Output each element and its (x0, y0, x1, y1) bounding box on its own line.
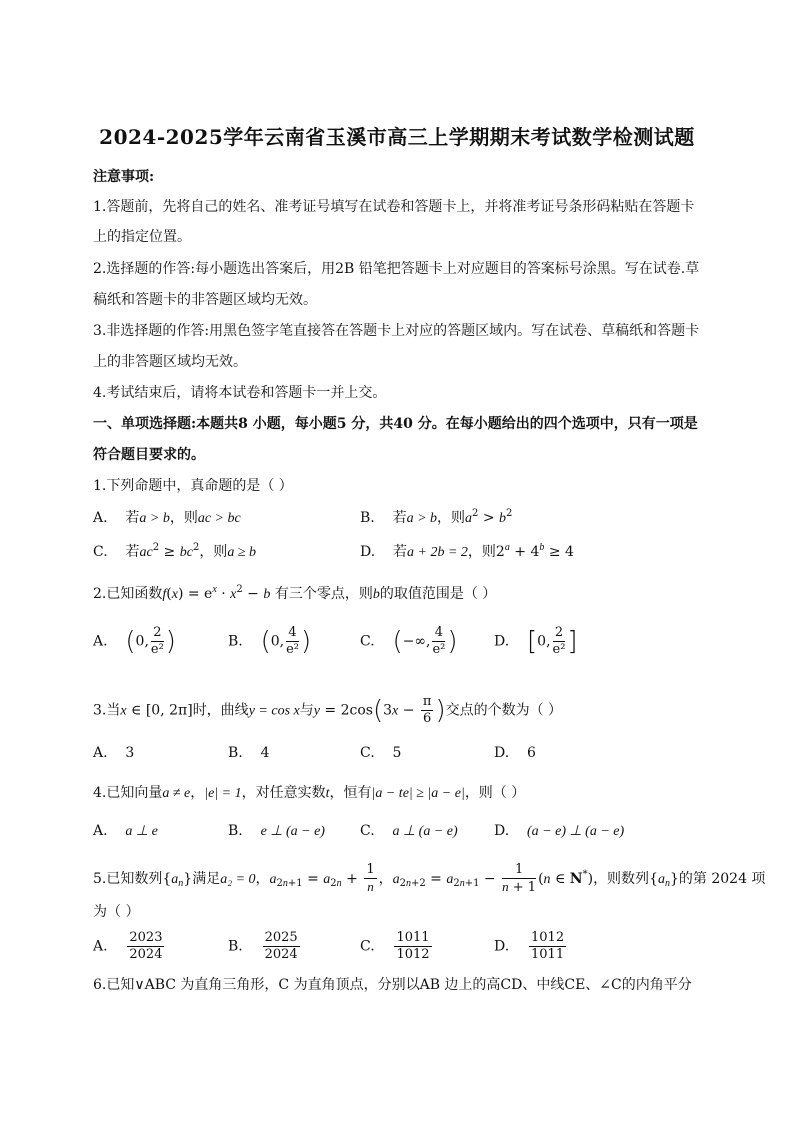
q1-option-c: C. 若$ac^2 \ge bc^2$，则a ≥ b (93, 542, 256, 560)
q2-option-a: A. (0, $\frac{2}{\text{e²}}$ ) (93, 625, 176, 657)
section-heading: 一、单项选择题:本题共8 小题，每小题5 分，共40 分。在每小题给出的四个选项中，只有一项是 (93, 416, 698, 432)
note-line: 稿纸和答题卡的非答题区域均无效。 (93, 292, 317, 308)
q5-option-b: B. $\frac{2025}{2024}$ (228, 930, 298, 962)
q2-option-c: C. (−∞, $\frac{4}{\text{e²}}$ ) (360, 625, 458, 657)
q4-option-a: A. a ⊥ e (93, 823, 158, 839)
q6-stem: 6.已知∨ABC 为直角三角形，C 为直角顶点，分别以AB 边上的高CD、中线CE、∠C的内角平分 (93, 977, 692, 993)
q1-option-a: A. 若a > b，则ac > bc (93, 510, 241, 526)
q3-option-d: D. 6 (494, 745, 536, 761)
q1-option-b: B. 若a > b，则$a^2 > b^2$ (360, 508, 513, 526)
note-line: 2.选择题的作答:每小题选出答案后，用2B 铅笔把答题卡上对应题目的答案标号涂黑。写在试卷.草 (93, 261, 700, 277)
q5-stem-cont: 为（ ） (93, 904, 140, 920)
q1-option-d: D. 若a + 2b = 2，则$2^a + 4^b \ge 4$ (360, 542, 574, 560)
q2-option-d: D. [0, $\frac{2}{\text{e²}}$ ] (494, 625, 578, 657)
note-line: 上的非答题区域均无效。 (93, 354, 247, 370)
note-line: 上的指定位置。 (93, 229, 191, 245)
q4-stem: 4.已知向量a ≠ e，|e| = 1，对任意实数t，恒有|a − te| ≥ |a − e|，则（ ） (93, 785, 526, 801)
notes-heading: 注意事项: (93, 169, 155, 185)
note-line: 4.考试结束后，请将本试卷和答题卡一并上交。 (93, 385, 387, 401)
q5-option-a: A. $\frac{2023}{2024}$ (93, 930, 163, 962)
section-heading-cont: 符合题目要求的。 (93, 447, 205, 463)
q4-option-c: C. a ⊥ (a − e) (360, 823, 458, 839)
note-line: 3.非选择题的作答:用黑色签字笔直接答在答题卡上对应的答题区域内。写在试卷、草稿纸和答题卡 (93, 323, 700, 339)
note-line: 1.答题前，先将自己的姓名、准考证号填写在试卷和答题卡上，并将准考证号条形码粘贴在答题卡 (93, 199, 695, 215)
page-title: 2024-2025学年云南省玉溪市高三上学期期末考试数学检测试题 (99, 125, 695, 149)
q2-option-b: B. (0, $\frac{4}{\text{e²}}$ ) (228, 625, 312, 657)
q3-option-c: C. 5 (360, 745, 402, 761)
q4-option-b: B. e ⊥ (a − e) (228, 823, 325, 839)
q5-stem: 5.已知数列$\{a_n\}$满足a₂ = 0，$a_{2n+1} = a_{2n}$ + $\frac{1}{n}$ ，$a_{2n+2} = a_{2n+1}$ − $\frac{1}{n + 1}$ (n ∈ N*)，则数列$\{a_n\}$的第 2024 项 (93, 862, 766, 895)
q3-option-a: A. 3 (93, 745, 135, 761)
q5-option-d: D. $\frac{1012}{1011}$ (494, 930, 565, 962)
q3-stem: 3.当x ∈ [0, 2π]时，曲线y = cos x与y = 2cos(3x − $\frac{\pi}{6}$ )交点的个数为（ ） (93, 694, 563, 726)
q4-option-d: D. (a − e) ⊥ (a − e) (494, 823, 625, 839)
q2-stem: 2.已知函数$f(x) = e^x \cdot x^2 - b$ 有三个零点，则b的取值范围是（ ） (93, 584, 497, 602)
q3-option-b: B. 4 (228, 745, 270, 761)
q1-stem: 1.下列命题中，真命题的是（ ） (93, 478, 293, 494)
q5-option-c: C. $\frac{1011}{1012}$ (360, 930, 430, 962)
